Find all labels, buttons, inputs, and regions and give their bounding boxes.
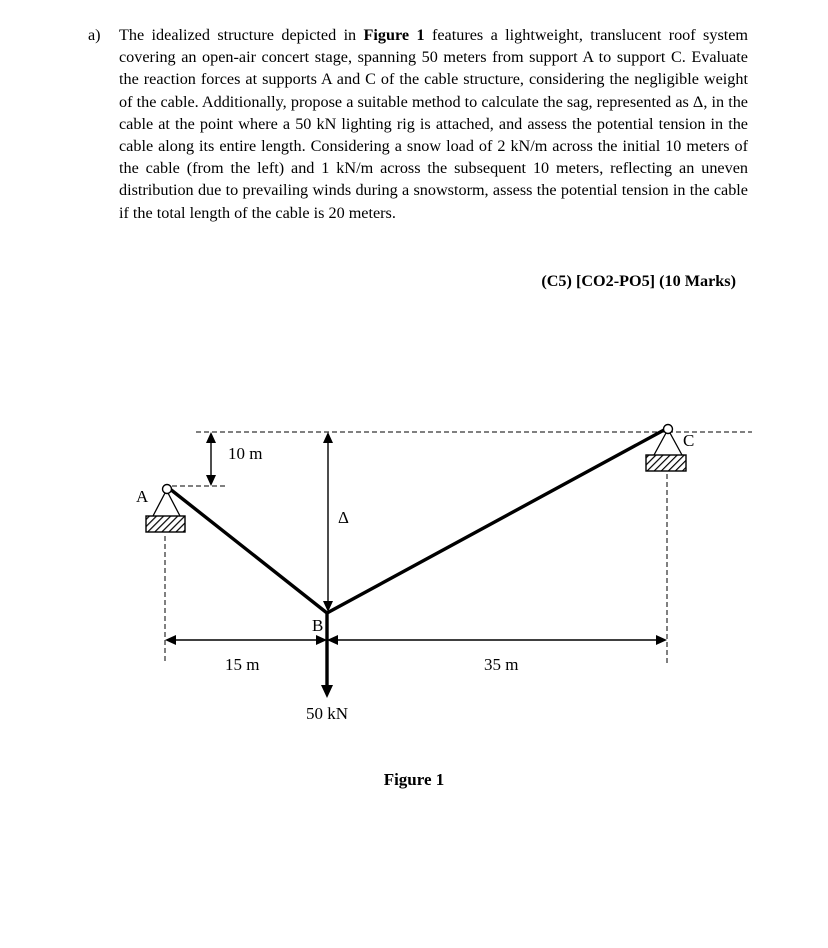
cable-segment-ab (170, 489, 327, 613)
height-dimension-label: 10 m (228, 444, 263, 463)
span-dimension-arrows (165, 635, 667, 645)
support-c (646, 425, 686, 472)
span-right-label: 35 m (484, 655, 519, 674)
support-a (146, 485, 185, 533)
height-dimension-arrow (206, 432, 216, 486)
load-label: 50 kN (305, 704, 349, 723)
question-label: a) (88, 26, 101, 44)
question-text-part2: features a lightweight, translucent roof system covering an open-air concert stage, spanning 50 meters from support A to support C. Evaluate the reaction forces at supports A and C of the cable structure, considering the negligible weight of the cable. Additionally, propose a suitable method to calculate the sag, represented as Δ, in the cable at the point where a 50 kN lighting rig is attached, and assess the potential tension in the cable along its entire length. Considering a snow load of 2 kN/m across the initial 10 meters of the cable (from the left) and 1 kN/m across the subsequent 10 meters, reflecting an uneven distribution due to prevailing winds during a snowstorm, assess the potential tension in the cable if the total length of the cable is 20 meters. (119, 26, 749, 222)
support-a-label: A (136, 487, 149, 506)
figure-caption: Figure 1 (383, 770, 445, 789)
span-left-label: 15 m (225, 655, 260, 674)
marks-label: (C5) [CO2-PO5] (10 Marks) (541, 272, 736, 290)
sag-dimension-arrow (323, 432, 333, 612)
cable-segment-bc (327, 430, 664, 613)
figure-reference: Figure 1 (363, 26, 425, 44)
point-b-label: B (312, 616, 324, 635)
support-c-label: C (683, 431, 695, 450)
sag-label: Δ (338, 508, 349, 527)
question-text-part1: The idealized structure depicted in (119, 26, 364, 44)
